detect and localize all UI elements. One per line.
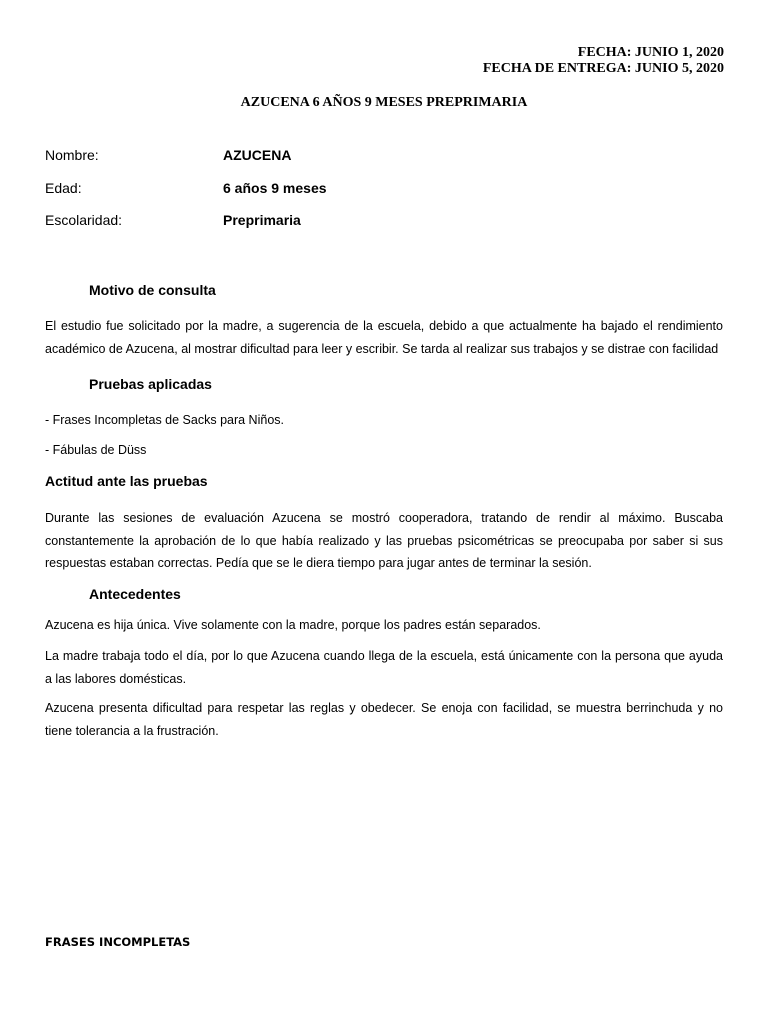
actitud-paragraph: Durante las sesiones de evaluación Azucena se mostró cooperadora, tratando de rendir al máximo. Buscaba constantemente la aprobación de lo que había realizado y las pruebas psicométricas se preocupaba por saber si sus respuestas estaban correctas. Pedía que se le diera tiempo para jugar antes de terminar la sesión.: [45, 511, 723, 570]
info-label: Escolaridad:: [45, 212, 123, 228]
info-value: AZUCENA: [223, 147, 292, 163]
section-heading-antecedentes: Antecedentes: [89, 586, 181, 602]
date-line: FECHA: JUNIO 1, 2020: [577, 45, 724, 60]
pruebas-item: - Frases Incompletas de Sacks para Niños.: [45, 413, 284, 427]
info-value: Preprimaria: [223, 212, 301, 228]
frases-incompletas-heading: FRASES INCOMPLETAS: [45, 935, 191, 949]
section-heading-pruebas: Pruebas aplicadas: [89, 376, 212, 392]
motivo-paragraph: El estudio fue solicitado por la madre, a sugerencia de la escuela, debido a que actualmente ha bajado el rendimiento académico de Azucena, al mostrar dificultad para leer y escribir. Se tarda al realizar sus trabajos y se distrae con facilidad: [45, 319, 723, 356]
pruebas-item: - Fábulas de Düss: [45, 443, 147, 457]
date-block: [483, 45, 724, 77]
info-label: Nombre:: [45, 147, 99, 163]
section-heading-actitud: Actitud ante las pruebas: [45, 473, 208, 489]
antecedentes-paragraph: Azucena es hija única. Vive solamente con la madre, porque los padres están separados.: [45, 618, 541, 632]
info-value: 6 años 9 meses: [223, 180, 327, 196]
delivery-date-line: FECHA DE ENTREGA: JUNIO 5, 2020: [482, 61, 724, 76]
antecedentes-paragraph: Azucena presenta dificultad para respetar las reglas y obedecer. Se enoja con facilidad, se muestra berrinchuda y no tiene tolerancia a la frustración.: [45, 701, 723, 738]
document-title: AZUCENA 6 AÑOS 9 MESES PREPRIMARIA: [240, 95, 528, 110]
section-heading-motivo: Motivo de consulta: [89, 282, 216, 298]
info-label: Edad:: [45, 180, 82, 196]
antecedentes-paragraph: La madre trabaja todo el día, por lo que Azucena cuando llega de la escuela, está únicamente con la persona que ayuda a las labores domésticas.: [45, 649, 723, 686]
